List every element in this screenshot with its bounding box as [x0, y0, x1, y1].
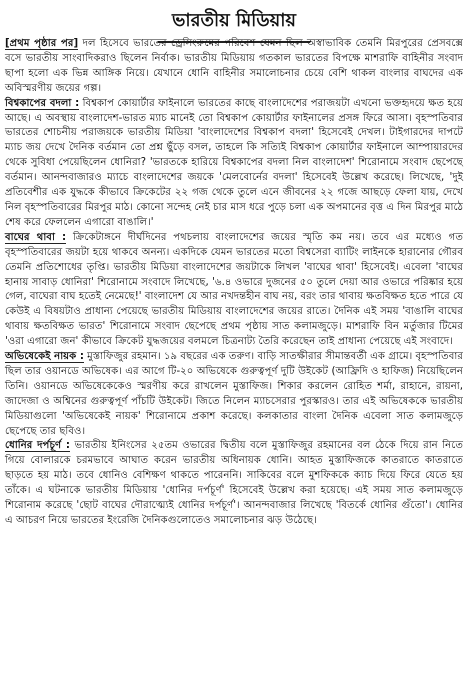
section-dhoni-pride [5, 439, 463, 528]
section-debut-hero [5, 350, 463, 439]
section-worldcup-revenge [5, 97, 463, 231]
section-heading: ধোনির দর্পচূর্ণ : [5, 440, 70, 452]
section-first-page [5, 37, 463, 97]
article-title: ভারতীয় মিডিয়ায় [158, 3, 310, 43]
section-text: দল হিসেবে ভারতের ড্রেসিংরুমের পরিবেশ যেমন ছিল অস্বাভাবিক তেমনি মিরপুরের প্রেসবক্সে বসে ভারতীয় সাংবাদিকরাও ছিলেন নির্বাক। ভারতীয় মিডিয়ায় গতকাল ভারতের বিপক্ষে মাশরাফি বাহিনীর সংবাদ ছাপা হলো এক ভিন্ন আঙ্গিক নিয়ে। যেখানে ধোনি বাহিনীর সমালোচনার চেয়ে বেশি থাকল বাংলার বাঘদের এক অবিস্মরণীয় জয়ের গল্প। [5, 38, 463, 94]
section-heading: বাঘের থাবা : [5, 231, 67, 243]
section-heading: বিশ্বকাপের বদলা : [5, 97, 80, 109]
section-heading: অভিষেকেই নায়ক : [5, 351, 84, 363]
section-text: ক্রিকেটাঙ্গনে দীর্ঘদিনের পথচলায় বাংলাদেশের জয়ের স্মৃতি কম নয়। তবে এর মধ্যেও গত বৃহস্পতিবারের জয়টা হয়ে থাকবে অনন্য। একদিকে যেমন ভারতের মতো বিশ্বসেরা ব্যাটিং লাইনকে হারানোর গৌরব তেমনি প্রতিশোধের তৃপ্তি। ভারতীয় মিডিয়া বাংলাদেশের জয়টাকে লিখল 'বাঘের থাবা' হিসেবেই। এবেলা 'বাঘের হানায় সাবাড় ধোনিরা' শিরোনামে সংবাদে লিখেছে, '৬.৪ ওভারে দুজনের ৫০ তুলে দেয়া আর ওভারে পরিষ্কার হয়ে গেল, বাঘেরা বাঘ হতেই নেমেছে!' বাংলাদেশ যে আর নখদন্তহীন বাঘ নয়, বরং তার থাবায় ক্ষতবিক্ষত হতে পারে যে কেউই এ বিষয়টাও প্রাধান্য পেয়েছে ভারতীয় মিডিয়ায় বাংলাদেশের জয়ের রাতে। দৈনিক এই সময় 'বাঙালি বাঘের থাবায় ক্ষতবিক্ষত ভারত' শিরোনামে সংবাদ ছেপেছে প্রথম পৃষ্ঠায় সাত কলামজুড়ে। মাশরাফি বিন মর্তুজার টিমের 'ওরা এগারো জন' কীভাবে ক্রিকেট যুদ্ধজয়ের বলমলে চিত্রনাট্য তৈরি করেছেন তাই প্রাধান্য পেয়েছে এই সংবাদে। [5, 231, 464, 348]
section-heading: [প্রথম পৃষ্ঠার পর] [5, 38, 79, 49]
title-wrap [5, 3, 463, 33]
section-text: ভারতীয় ইনিংসের ২৫তম ওভারের দ্বিতীয় বলে মুস্তাফিজুর রহমানের বল ঠেকে দিয়ে রান নিতে গিয়ে বোলারকে চরমভাবে আঘাত করেন ভারতীয় অধিনায়ক ধোনি। আহত মুস্তাফিজকে কাতরাতে কাতরাতে ছাড়তে হয় মাঠ। তবে ধোনিও বেশিক্ষণ থাকতে পারেননি। সাকিবের বলে মুশফিককে ক্যাচ দিয়ে ফিরে যেতে হয় তাঁকে। এ ঘটনাকে ভারতীয় মিডিয়ায় 'ধোনির দর্পচূর্ণ' হিসেবেই উল্লেখ করা হয়েছে। এই সময় সাত কলামজুড়ে শিরোনাম করেছে 'ছোট বাঘের দৌরাত্ম্যেই ধোনির দর্পচূর্ণ'। আনন্দবাজার লিখেছে 'বিতর্কে ধোনির গুঁতো'। ধোনির এ আচরণ নিয়ে ভারতের ইংরেজি দৈনিকগুলোতেও সমালোচনার ঝড় উঠেছে। [5, 440, 463, 526]
section-tiger-claw [5, 231, 463, 350]
section-text: বিশ্বকাপ কোয়ার্টার ফাইনালে ভারতের কাছে বাংলাদেশের পরাজয়টা এখনো ভক্তহৃদয়ে ক্ষত হয়ে আছে। এ অবস্থায় বাংলাদেশ-ভারত ম্যাচ মানেই তো বিশ্বকাপ কোয়ার্টার ফাইনালের প্রসঙ্গ ফিরে আসা। বৃহস্পতিবার ভারতের শোচনীয় পরাজয়কে ভারতীয় মিডিয়া 'বাংলাদেশের বিশ্বকাপ বদলা' হিসেবেই দেখল। টাইগারদের দাপটে ম্যাচ জয় দেখে দৈনিক বর্তমান তো প্রশ্ন ছুঁড়ে বসল, তাহলে কি সত্যিই বিশ্বকাপ কোয়ার্টার ফাইনালে আম্পায়ারদের থেকে সুবিধা পেয়েছিলেন ধোনিরা? 'ভারতকে হারিয়ে বিশ্বকাপের বদলা নিল বাংলাদেশ' শিরোনামে সংবাদ ছেপেছে বর্তমান। আনন্দবাজারও ম্যাচে বাংলাদেশের জয়কে 'মেলবোর্নের বদলা' হিসেবেই উল্লেখ করেছে। লিখেছে, 'দুই প্রতিবেশীর এক যুদ্ধকে কীভাবে ক্রিকেটের ২২ গজ থেকে তুলে এনে জীবনের ২২ গজে আছড়ে ফেলা যায়, দেখে নিল বৃহস্পতিবারের মিরপুর মাঠ। কোনো সন্দেহ নেই চার মাস ধরে পুড়ে চলা এক অপমানের বৃত্ত এ দিন মিরপুর মাঠে শেষ করে ফেললেন এগারো বাঙালি।' [5, 97, 463, 228]
section-text: মুস্তাফিজুর রহমান। ১৯ বছরের এক তরুণ। বাড়ি সাতক্ষীরার সীমান্তবর্তী এক গ্রামে। বৃহস্পতিবার ছিল তার ওয়ানডে অভিষেক। এর আগে টি-২০ অভিষেকে গুরুত্বপূর্ণ দুটি উইকেট (আফ্রিদি ও হাফিজ) নিয়েছিলেন তিনি। ওয়ানডে অভিষেকেকেও স্মরণীয় করে রাখলেন মুস্তাফিজ। শিকার করলেন রোহিত শর্মা, রাহানে, রায়না, জাদেজা ও অশ্বিনের গুরুত্বপূর্ণ পাঁচটি উইকেট। জিতে নিলেন ম্যাচসেরার পুরস্কারও। তার এই অভিষেককে ভারতীয় মিডিয়াগুলো 'অভিষেকেই নায়ক' শিরোনামে প্রকাশ করেছে। কলকাতার বাংলা দৈনিক এবেলা সাত কলামজুড়ে ছেপেছে তার ছবিও। [5, 351, 463, 437]
article [5, 3, 463, 693]
